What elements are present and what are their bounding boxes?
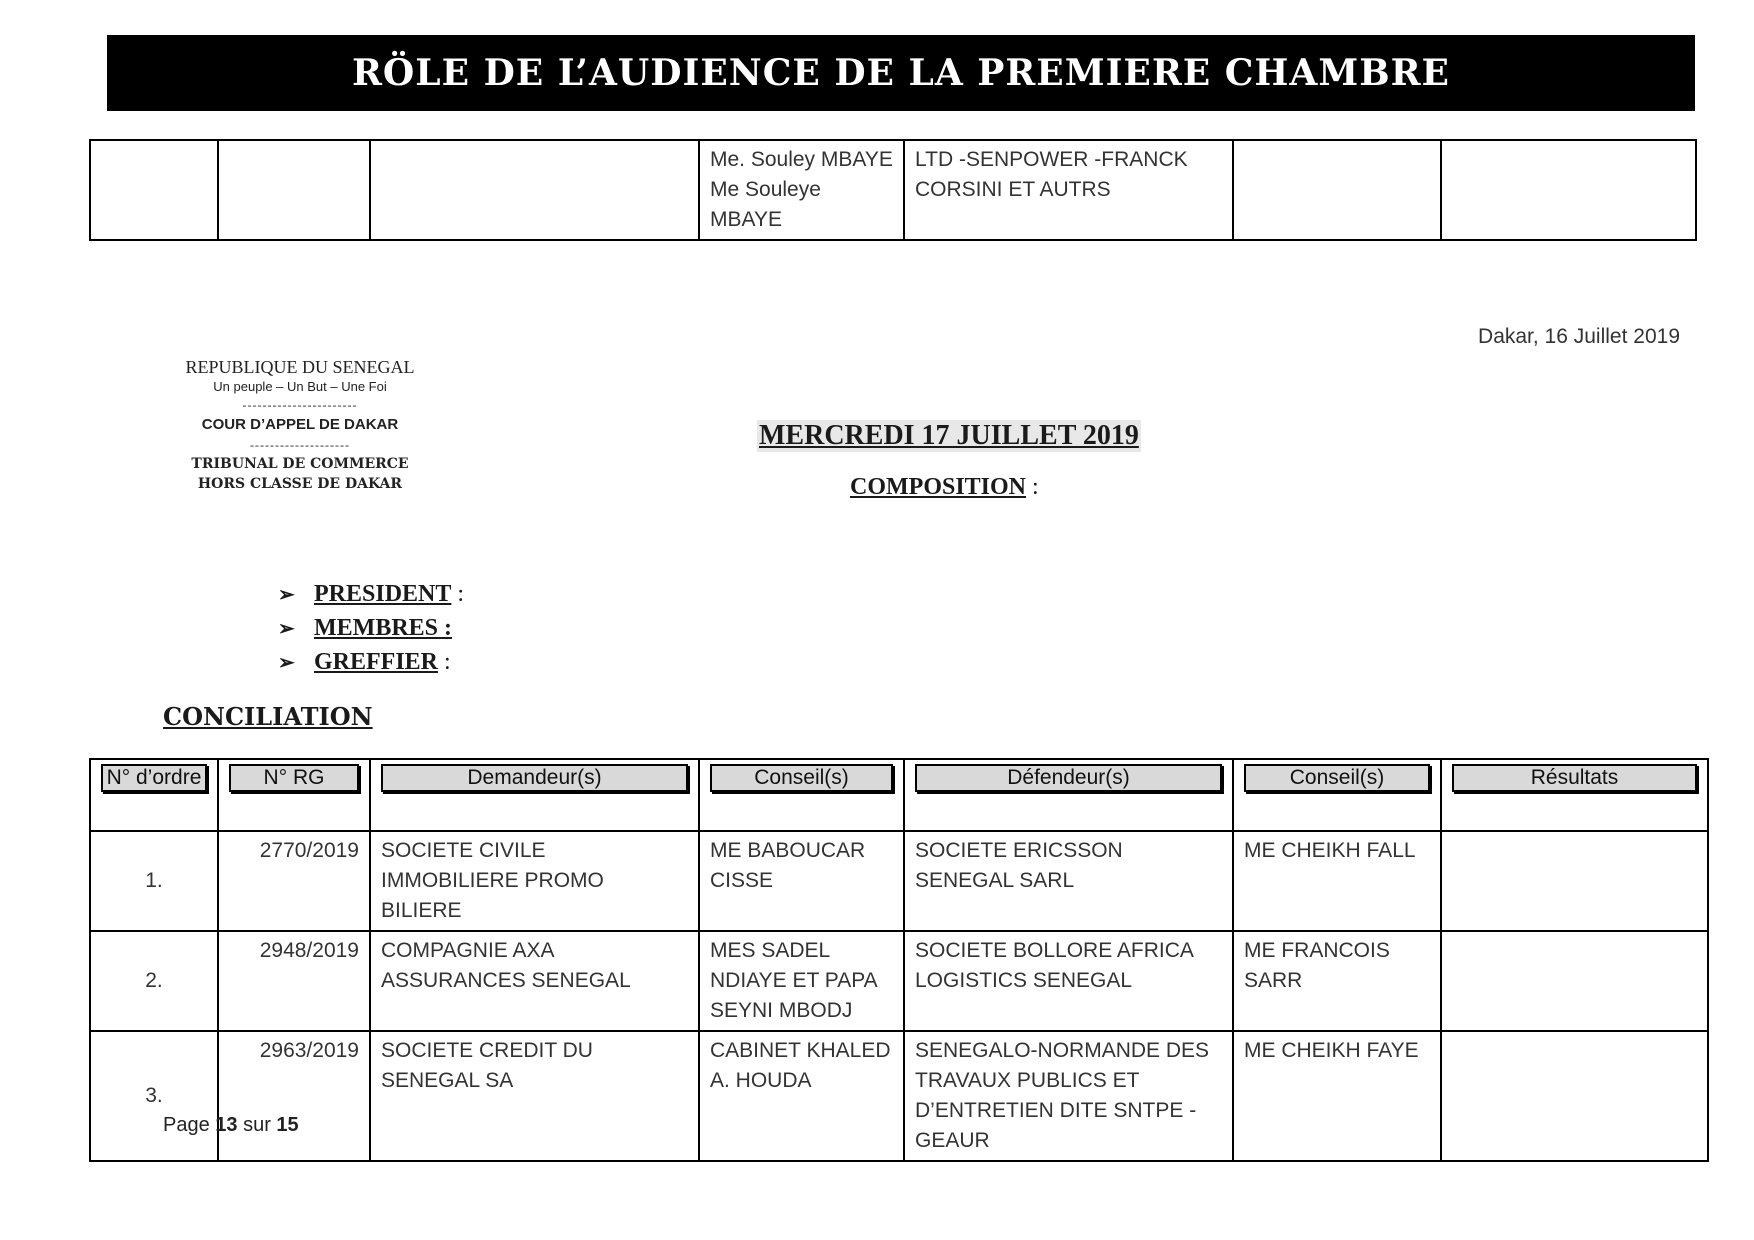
cell-conseil: ME CHEIKH FALL [1233,831,1441,931]
cell-conseil: ME CHEIKH FAYE [1233,1031,1441,1161]
footer-middle: sur [237,1114,277,1136]
table-cell [1233,140,1441,240]
table-cell-defendeur: LTD -SENPOWER -FRANCK CORSINI ET AUTRS [904,140,1233,240]
page-banner-title: RÖLE DE L’AUDIENCE DE LA PREMIERE CHAMBRE [107,35,1695,111]
footer-current-page: 13 [215,1114,238,1136]
seal-court: COUR D’APPEL DE DAKAR [201,416,399,433]
cell-conseil: MES SADEL NDIAYE ET PAPA SEYNI MBODJ [699,931,904,1031]
cell-conseil: ME BABOUCAR CISSE [699,831,904,931]
header-rg: N° RG [229,764,359,792]
cell-order: 2. [90,931,218,1031]
composition-heading [850,474,1039,501]
table-cell-conseil: Me. Souley MBAYE Me Souleye MBAYE [699,140,904,240]
table-row [90,931,1708,1031]
footer-prefix: Page [163,1114,216,1136]
seal-divider: ----------------------- [242,398,358,412]
header-cell [90,759,218,831]
header-cell [699,759,904,831]
table-row [90,140,1696,240]
footer-total-pages: 15 [276,1114,299,1136]
seal-republic: REPUBLIQUE DU SENEGAL [185,357,415,377]
cell-conseil: ME FRANCOIS SARR [1233,931,1441,1031]
role-president [278,578,464,612]
continued-table [89,139,1697,241]
table-header-row [90,759,1708,831]
cell-demandeur: SOCIETE CREDIT DU SENEGAL SA [370,1031,699,1161]
seal-motto: Un peuple – Un But – Une Foi [213,379,387,394]
cell-conseil: CABINET KHALED A. HOUDA [699,1031,904,1161]
table-cell [1441,140,1696,240]
role-colon: : [451,581,465,607]
composition-label: COMPOSITION [850,474,1027,500]
cell-order: 3. [90,1031,218,1161]
table-cell [90,140,218,240]
conciliation-table [89,758,1709,1162]
role-label: GREFFIER [314,649,439,675]
cell-resultat [1441,931,1708,1031]
role-colon: : [438,649,451,675]
header-demandeur: Demandeur(s) [381,764,688,792]
cell-defendeur: SOCIETE BOLLORE AFRICA LOGISTICS SENEGAL [904,931,1233,1031]
composition-roles [278,578,464,680]
court-seal-block [150,356,450,494]
section-title: CONCILIATION [163,702,373,731]
seal-divider: -------------------- [250,438,350,452]
arrow-bullet-icon: ➢ [278,584,295,606]
arrow-bullet-icon: ➢ [278,618,295,640]
cell-demandeur: SOCIETE CIVILE IMMOBILIERE PROMO BILIERE [370,831,699,931]
arrow-bullet-icon: ➢ [278,652,295,674]
cell-rg: 2948/2019 [218,931,370,1031]
role-membres [278,612,464,646]
table-row [90,1031,1708,1161]
cell-defendeur: SENEGALO-NORMANDE DES TRAVAUX PUBLICS ET D’ENTRETIEN DITE SNTPE -GEAUR [904,1031,1233,1161]
cell-demandeur: COMPAGNIE AXA ASSURANCES SENEGAL [370,931,699,1031]
hearing-date-title: MERCREDI 17 JUILLET 2019 [759,420,1139,451]
role-label: PRESIDENT [314,581,452,607]
table-cell [370,140,699,240]
cell-rg: 2963/2019 [218,1031,370,1161]
header-order: N° d’ordre [101,764,207,792]
cell-resultat [1441,831,1708,931]
role-label: MEMBRES : [314,615,452,641]
seal-tribunal-class: HORS CLASSE DE DAKAR [197,476,403,492]
table-row [90,831,1708,931]
composition-colon: : [1026,474,1039,500]
header-defendeur: Défendeur(s) [915,764,1222,792]
page-footer [163,1114,299,1137]
cell-resultat [1441,1031,1708,1161]
header-cell [904,759,1233,831]
header-cell [1441,759,1708,831]
header-resultats: Résultats [1452,764,1697,792]
header-cell [218,759,370,831]
header-conseil: Conseil(s) [710,764,893,792]
seal-tribunal: TRIBUNAL DE COMMERCE [191,456,409,472]
cell-defendeur: SOCIETE ERICSSON SENEGAL SARL [904,831,1233,931]
date-line: Dakar, 16 Juillet 2019 [1478,325,1680,348]
role-greffier [278,646,464,680]
header-conseil: Conseil(s) [1244,764,1430,792]
table-cell [218,140,370,240]
header-cell [1233,759,1441,831]
cell-rg: 2770/2019 [218,831,370,931]
cell-order: 1. [90,831,218,931]
header-cell [370,759,699,831]
